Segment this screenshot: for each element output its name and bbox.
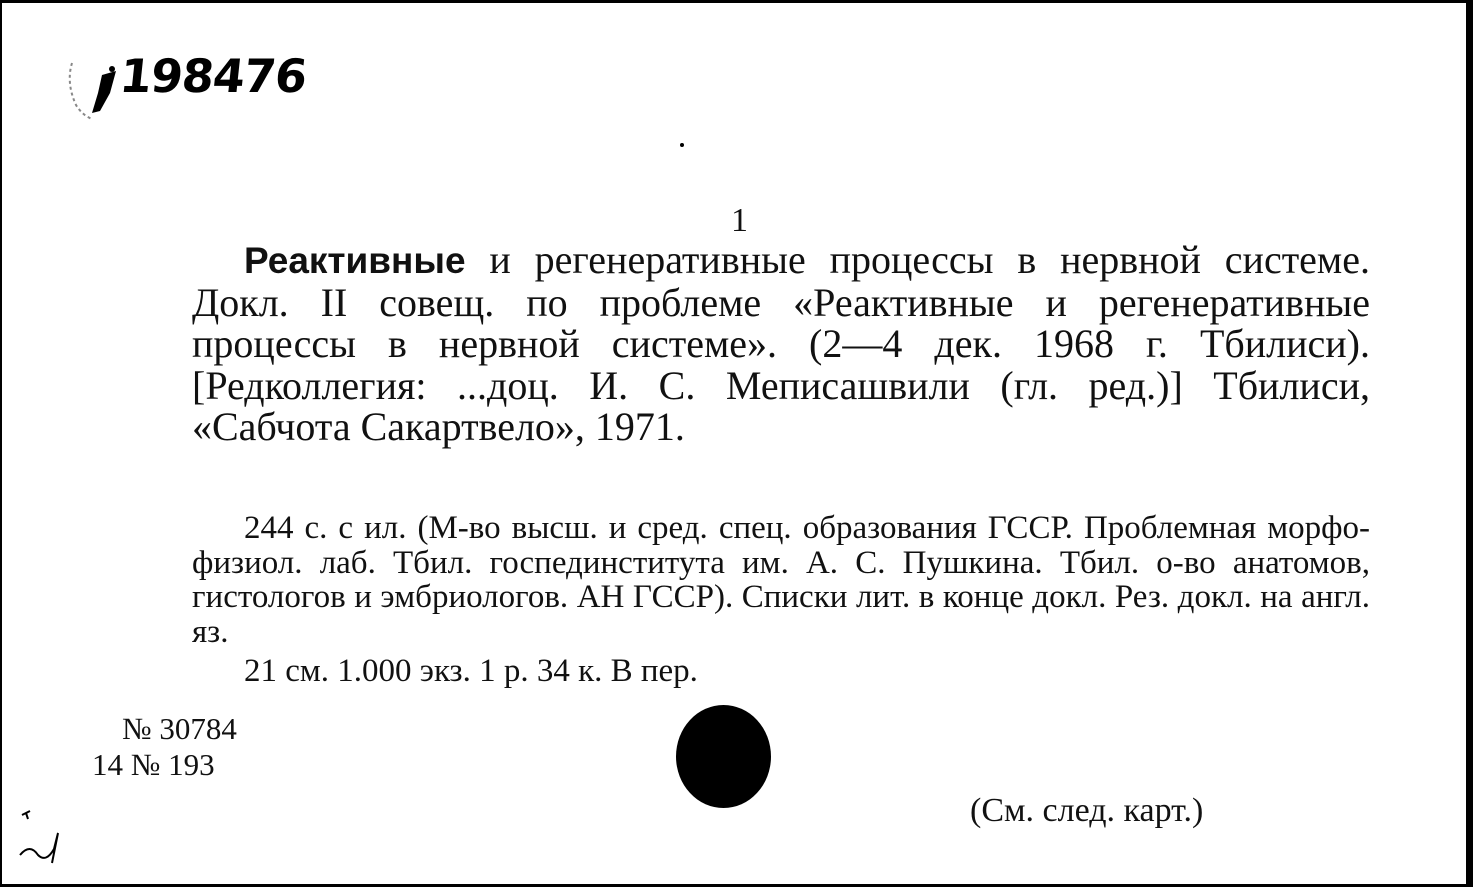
stamp-mark-icon [62, 53, 120, 123]
continued-note: (См. след. карт.) [970, 792, 1204, 829]
format-price-line [192, 653, 1370, 689]
catalog-number-line: 14 № 193 [92, 747, 215, 782]
format-note: 21 см. 1.000 экз. 1 р. 34 к. В пер. [244, 653, 698, 689]
title-first-word: Реактивные [244, 240, 466, 281]
pages-note: 244 с. с ил. (М-во высш. и сред. спец. образования ГССР. Проблемная морфо-физиол. лаб. Тбил. госпединститута им. А. С. Пушкина. Тбил. о-во анатомов, гистологов и эмбриологов. АН ГССР). Списки лит. в конце докл. Рез. докл. на англ. яз. [192, 510, 1370, 650]
catalog-number-line: № 30784 [122, 711, 237, 746]
volume-number: 1 [731, 202, 748, 239]
ink-speck [680, 143, 684, 147]
bibliographic-description [192, 239, 1370, 448]
punch-hole [676, 705, 771, 808]
handwritten-initials-icon [16, 803, 64, 869]
handwritten-inventory-number: 198476 [117, 49, 309, 103]
physical-description [192, 511, 1370, 649]
title-continuation: и регенеративные процессы в нервной системе. Докл. II совещ. по проблеме «Реактивные и регенеративные процессы в нервной системе». (2—4 дек. 1968 г. Тбилиси). [Редколлегия: ...доц. И. С. Меписашвили (гл. ред.)] Тбилиси, «Сабчота Сакартвело», 1971. [192, 237, 1371, 449]
catalog-numbers [92, 711, 237, 783]
